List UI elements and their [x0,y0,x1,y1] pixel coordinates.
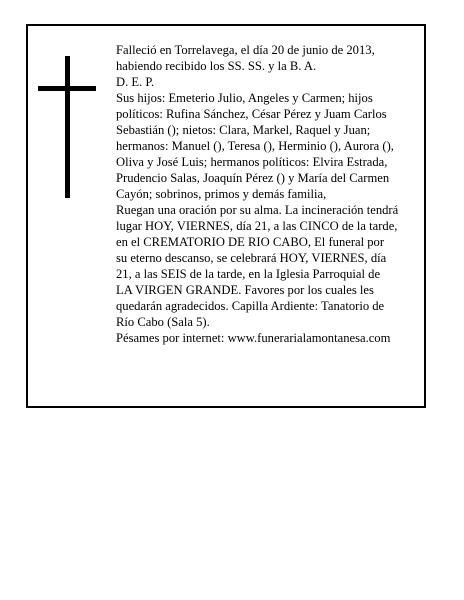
text-line: políticos: Rufina Sánchez, César Pérez y Juam Carlos [116,107,387,121]
text-line: habiendo recibido los SS. SS. y la B. A. [116,59,317,73]
text-line: LA VIRGEN GRANDE. Favores por los cuales les [116,283,374,297]
obituary-notice [26,24,426,408]
text-line: Sus hijos: Emeterio Julio, Angeles y Carmen; hijos [116,91,373,105]
text-line: Falleció en Torrelavega, el día 20 de junio de 2013, [116,43,375,57]
cross-vertical-bar [65,56,70,198]
text-line: quedarán agradecidos. Capilla Ardiente: Tanatorio de [116,299,385,313]
text-line: Ruegan una oración por su alma. La incineración tendrá [116,203,399,217]
text-line: Cayón; sobrinos, primos y demás familia, [116,187,327,201]
text-line: en el CREMATORIO DE RIO CABO, El funeral por [116,235,385,249]
text-line: Oliva y José Luis; hermanos políticos: Elvira Estrada, [116,155,388,169]
text-line: Pésames por internet: www.funerarialamontanesa.com [116,331,391,345]
text-line: Río Cabo (Sala 5). [116,315,210,329]
cross-horizontal-bar [38,86,96,91]
text-line: Sebastián (); nietos: Clara, Markel, Raquel y Juan; [116,123,371,137]
latin-cross-icon [38,56,96,198]
text-line: hermanos: Manuel (), Teresa (), Herminio (), Aurora (), [116,139,394,153]
text-line: Prudencio Salas, Joaquín Pérez () y María del Carmen [116,171,390,185]
text-line: su eterno descanso, se celebrará HOY, VIERNES, día [116,251,387,265]
obituary-text [116,42,416,346]
text-line: lugar HOY, VIERNES, día 21, a las CINCO de la tarde, [116,219,398,233]
text-line: 21, a las SEIS de la tarde, en la Iglesia Parroquial de [116,267,381,281]
text-line: D. E. P. [116,75,155,89]
